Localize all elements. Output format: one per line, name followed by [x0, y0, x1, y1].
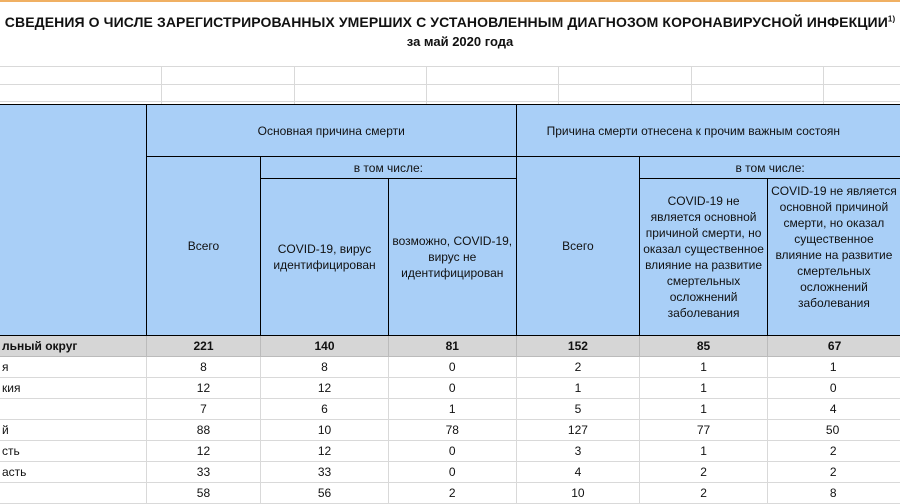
grid-line — [161, 66, 162, 104]
cell-other-total: 1 — [516, 378, 640, 399]
cell-covid-not-main-1: 1 — [640, 399, 768, 420]
cell-total: 88 — [146, 420, 260, 441]
cell-total: 58 — [146, 483, 260, 504]
table-row — [0, 420, 900, 441]
header-covid-identified-text: COVID-19, вирус идентифицирован — [273, 242, 376, 272]
cell-covid-not-main-2: 4 — [767, 399, 900, 420]
grid-line — [294, 66, 295, 104]
header-covid-possible-text: возможно, COVID-19, вирус не идентифицирован — [392, 234, 513, 280]
document-subtitle: за май 2020 года — [406, 34, 514, 49]
header-other-in-number: в том числе: — [640, 157, 900, 179]
header-covid-not-main-2-text: COVID-19 не является основной причиной смерти, но оказал существенное влияние на развитие смертельных осложнений заболевания — [771, 184, 897, 310]
cell-covid-not-main-2: 8 — [767, 483, 900, 504]
row-name — [0, 399, 146, 420]
header-covid-possible — [388, 179, 516, 336]
cell-possible: 2 — [388, 483, 516, 504]
deaths-table — [0, 104, 900, 504]
cell-identified: 56 — [261, 483, 389, 504]
cell-covid-not-main-2: 2 — [767, 441, 900, 462]
row-name — [0, 483, 146, 504]
cell-identified: 8 — [261, 357, 389, 378]
row-name: асть — [0, 462, 146, 483]
top-accent-bar — [0, 0, 900, 2]
cell-possible: 0 — [388, 378, 516, 399]
grid-line — [691, 66, 692, 104]
header-other-cause: Причина смерти отнесена к прочим важным состоян — [516, 105, 900, 157]
header-covid-not-main-2 — [767, 179, 900, 336]
title-footnote: 1) — [887, 14, 896, 24]
cell-covid-not-main-2: 50 — [767, 420, 900, 441]
region-header-cell — [0, 105, 146, 336]
cell-total: 33 — [146, 462, 260, 483]
row-name: кия — [0, 378, 146, 399]
grid-line — [558, 66, 559, 104]
table-row — [0, 441, 900, 462]
cell-total: 8 — [146, 357, 260, 378]
cell-total: 12 — [146, 378, 260, 399]
grid-line — [0, 101, 900, 102]
header-covid-not-main-1-text: COVID-19 не является основной причиной смерти, но оказал существенное влияние на развитие смертельных осложнений заболевания — [643, 194, 764, 320]
cell-possible: 0 — [388, 441, 516, 462]
table-row — [0, 357, 900, 378]
cell-identified: 140 — [261, 336, 389, 357]
cell-other-total: 4 — [516, 462, 640, 483]
table-row — [0, 462, 900, 483]
cell-covid-not-main-1: 85 — [640, 336, 768, 357]
cell-possible: 78 — [388, 420, 516, 441]
cell-possible: 81 — [388, 336, 516, 357]
row-name: я — [0, 357, 146, 378]
cell-covid-not-main-1: 2 — [640, 462, 768, 483]
cell-other-total: 2 — [516, 357, 640, 378]
cell-identified: 10 — [261, 420, 389, 441]
cell-other-total: 10 — [516, 483, 640, 504]
cell-total: 221 — [146, 336, 260, 357]
cell-other-total: 152 — [516, 336, 640, 357]
cell-covid-not-main-1: 77 — [640, 420, 768, 441]
cell-possible: 0 — [388, 462, 516, 483]
header-other-total: Всего — [516, 157, 640, 336]
grid-line — [823, 66, 824, 104]
cell-covid-not-main-1: 1 — [640, 378, 768, 399]
cell-covid-not-main-1: 1 — [640, 441, 768, 462]
cell-other-total: 3 — [516, 441, 640, 462]
header-covid-not-main-1 — [640, 179, 768, 336]
cell-covid-not-main-1: 1 — [640, 357, 768, 378]
header-main-total: Всего — [146, 157, 260, 336]
table-row — [0, 483, 900, 504]
cell-other-total: 127 — [516, 420, 640, 441]
title-block — [0, 14, 900, 49]
grid-line — [426, 66, 427, 104]
cell-identified: 6 — [261, 399, 389, 420]
title-text: СВЕДЕНИЯ О ЧИСЛЕ ЗАРЕГИСТРИРОВАННЫХ УМЕРШИХ С УСТАНОВЛЕННЫМ ДИАГНОЗОМ КОРОНАВИРУСНОЙ ИНФЕКЦИИ — [4, 14, 888, 30]
cell-covid-not-main-1: 2 — [640, 483, 768, 504]
cell-identified: 12 — [261, 441, 389, 462]
cell-identified: 12 — [261, 378, 389, 399]
cell-total: 7 — [146, 399, 260, 420]
cell-possible: 1 — [388, 399, 516, 420]
cell-other-total: 5 — [516, 399, 640, 420]
header-covid-identified — [261, 179, 389, 336]
grid-line — [0, 66, 900, 67]
document-title — [0, 14, 900, 30]
row-name: сть — [0, 441, 146, 462]
row-name: й — [0, 420, 146, 441]
table-row — [0, 399, 900, 420]
table-row — [0, 378, 900, 399]
cell-covid-not-main-2: 2 — [767, 462, 900, 483]
header-main-in-number: в том числе: — [261, 157, 517, 179]
cell-identified: 33 — [261, 462, 389, 483]
cell-covid-not-main-2: 67 — [767, 336, 900, 357]
cell-covid-not-main-2: 1 — [767, 357, 900, 378]
grid-line — [0, 84, 900, 85]
cell-total: 12 — [146, 441, 260, 462]
table-row-total — [0, 336, 900, 357]
header-main-cause: Основная причина смерти — [146, 105, 516, 157]
cell-covid-not-main-2: 0 — [767, 378, 900, 399]
row-name: льный округ — [0, 336, 146, 357]
cell-possible: 0 — [388, 357, 516, 378]
